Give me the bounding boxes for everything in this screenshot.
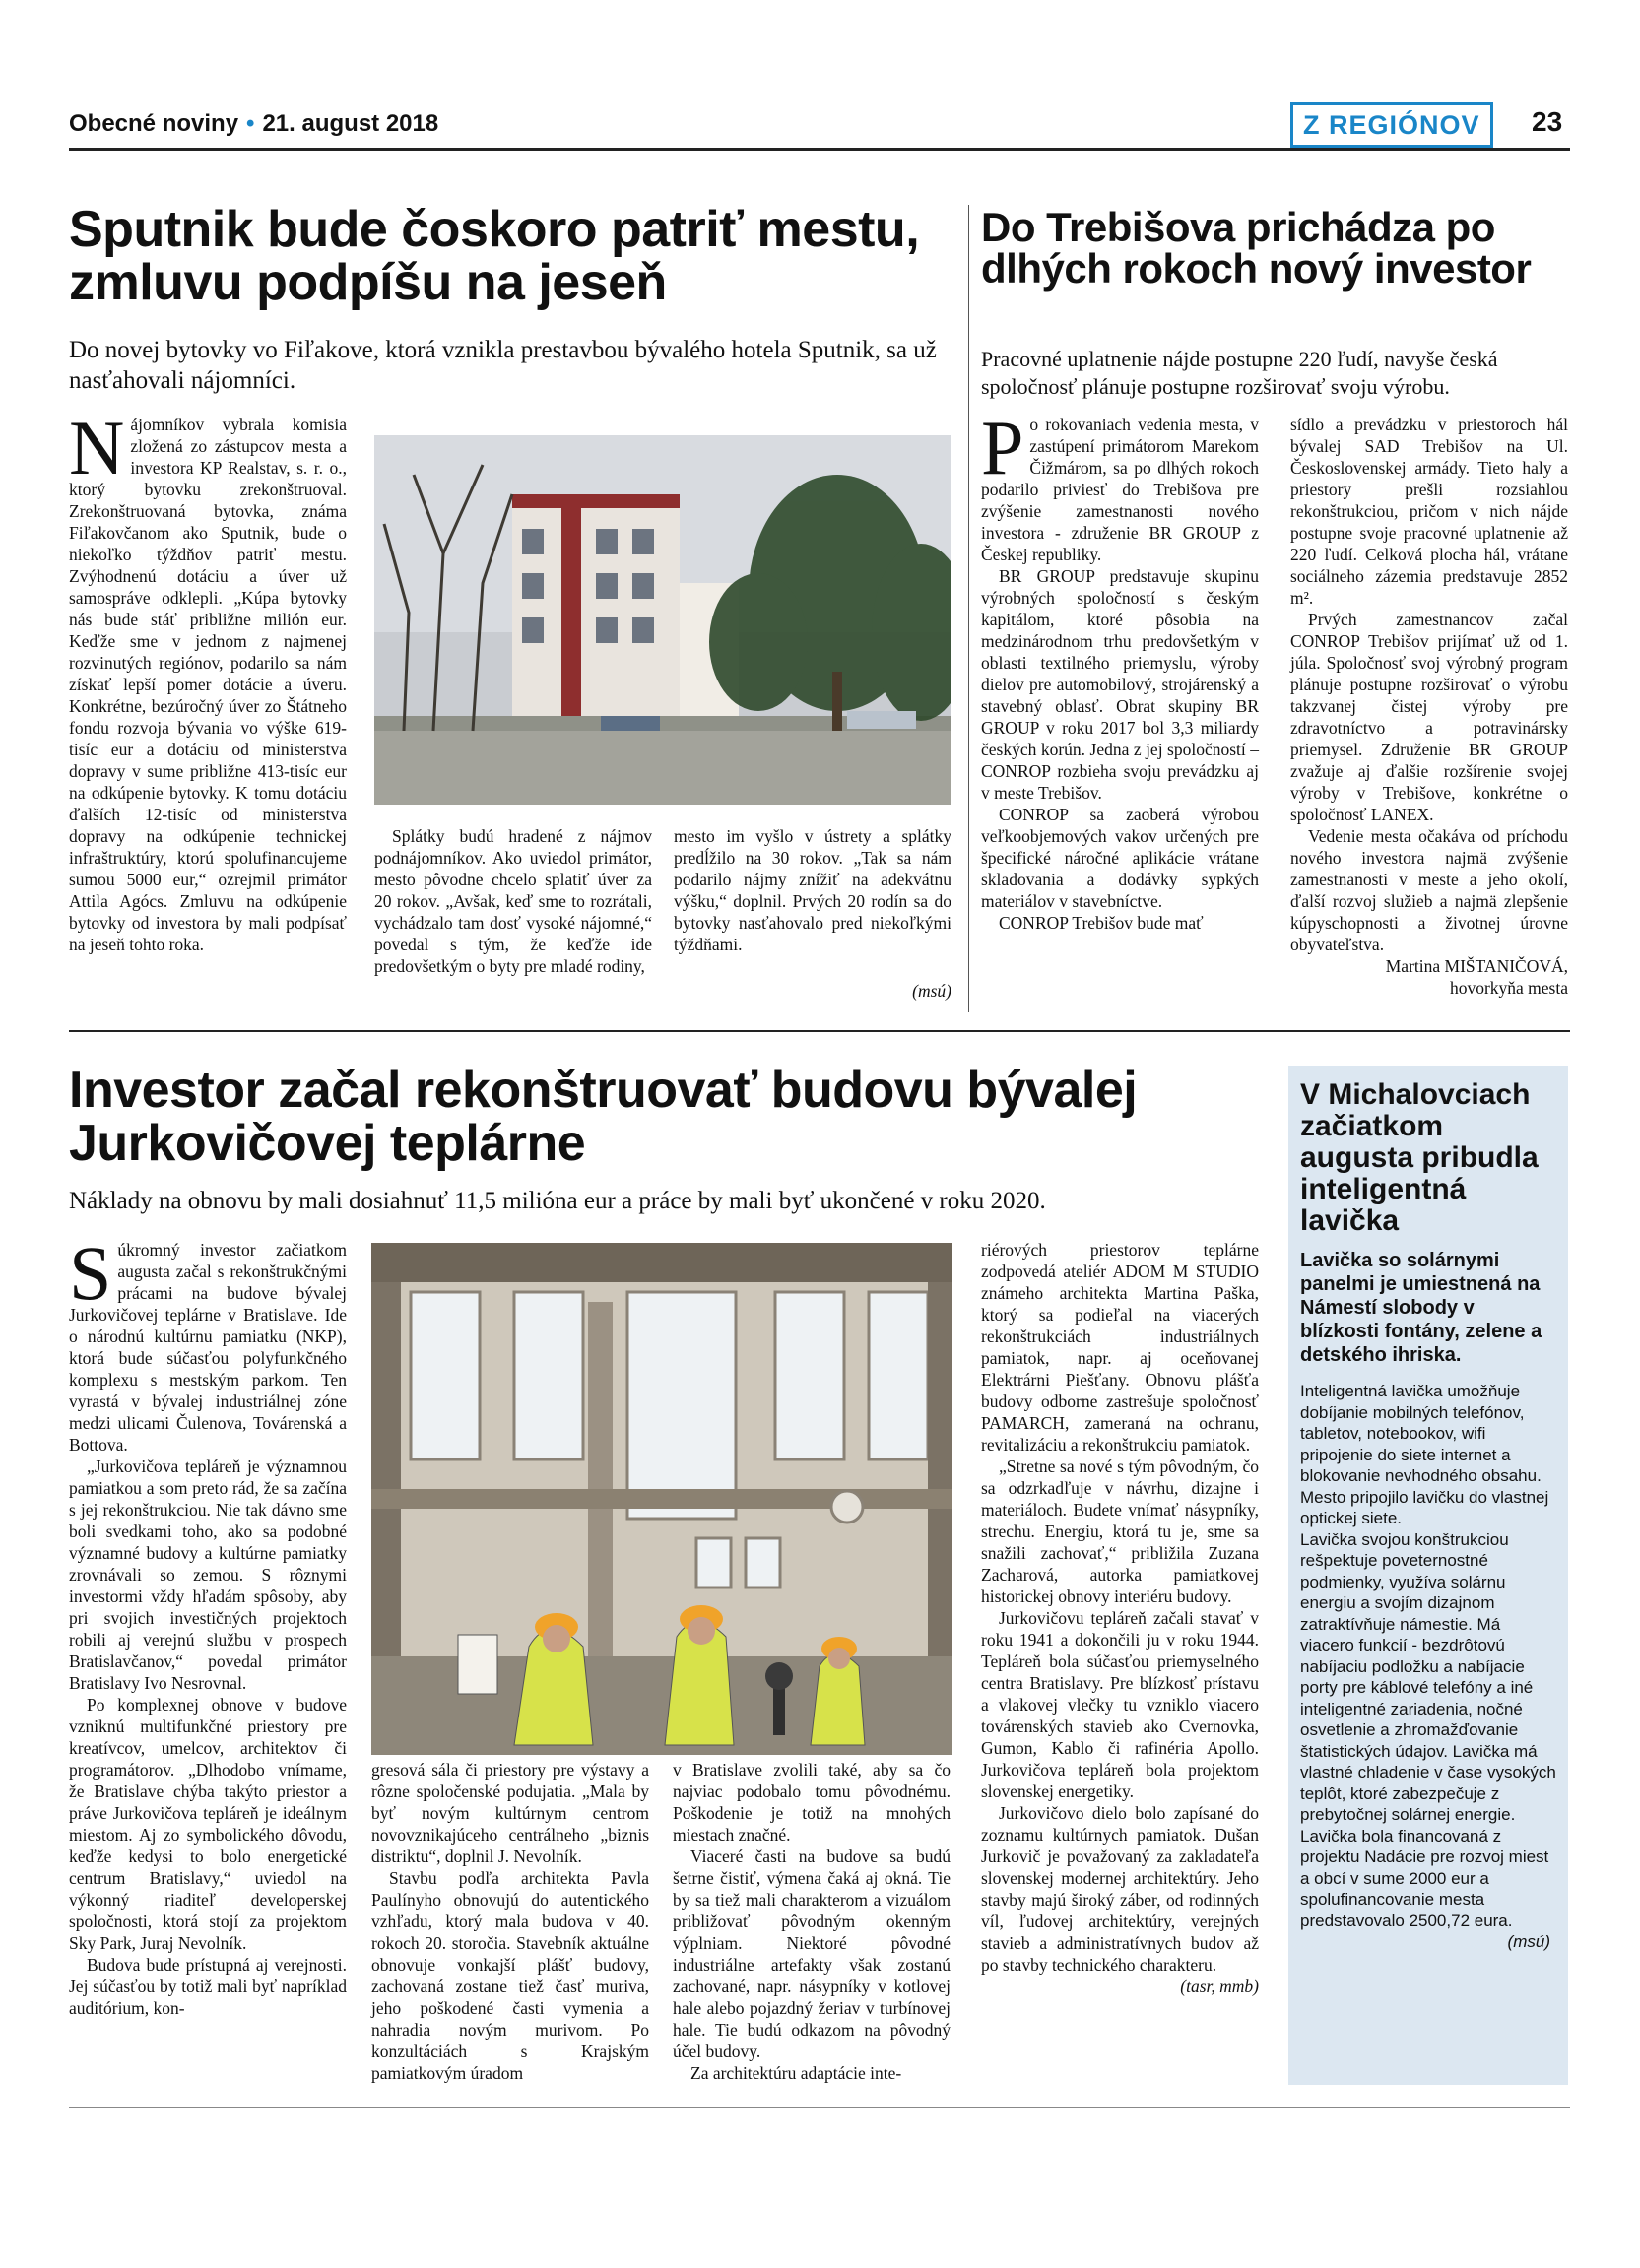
article3-dropcap: S	[69, 1230, 112, 1316]
article1-credit: (msú)	[912, 981, 951, 1001]
article2-lead: Pracovné uplatnenie nájde postupne 220 ľudí, navyše česká spoločnosť plánuje postupne rozširovať svoju výrobu.	[981, 347, 1498, 399]
sidebar-lead: Lavička so solárnymi panelmi je umiestnená na Námestí slobody v blízkosti fontány, zelene a detského ihriska.	[1300, 1250, 1542, 1366]
article1-photo-apartment-building	[374, 435, 951, 805]
article3-paragraph: Jurkovičovu tepláreň začali stavať v roku 1941 a dokončili ju v roku 1944. Tepláreň bola súčasťou priemyselného centra Bratislavy. Pre blízkosť prístavu a vlakovej vlečky tu vzniklo viacero továrenských stavieb ako Cvernovka, Gumon, Kablo či rafinéria Apollo. Jurkovičova tepláreň bola projektom slovenskej energetiky.	[981, 1608, 1259, 1801]
article3-paragraph: „Stretne sa nové s tým pôvodným, čo sa odzrkadľuje v návrhu, dizajne i materiáloch. Budete vnímať násypníky, strechu. Energiu, ktorá tu je, sme sa snažili zachovať,“ približila Zuzana Zacharová, autorka pamiatkovej historickej obnovy interiéru budovy.	[981, 1457, 1259, 1606]
issue-date: 21. august 2018	[262, 110, 439, 137]
article3-paragraph: Jurkovičovo dielo bolo zapísané do zoznamu kultúrnych pamiatok. Dušan Jurkovič je považovaný za zakladateľa slovenskej modernej architektúry. Jeho stavby majú široký záber, od rodinných víl, ľudovej architektúry, verejných stavieb a administratívnych budov až po stavby technického charakteru.	[981, 1803, 1259, 1975]
article2-signature-name: Martina MIŠTANIČOVÁ,	[1385, 956, 1568, 976]
page-number: 23	[1532, 106, 1563, 137]
article2-paragraph: sídlo a prevádzku v priestoroch hál bývalej SAD Trebišov na Ul. Československej armády. Tieto haly a priestory prešli rozsiahlou rekonštrukciou, pričom v nich nájde postupne svoje pracovné uplatnenie až 220 ľudí. Celková plocha hál, vrátane sociálneho zázemia predstavuje 2852 m².	[1290, 415, 1568, 608]
article2-dropcap: P	[981, 405, 1024, 490]
sidebar-body	[1288, 1367, 1568, 1953]
article1-column-3	[674, 825, 951, 955]
section-rule	[69, 1030, 1570, 1032]
bullet-separator: •	[246, 110, 255, 137]
sidebar-paragraph: Inteligentná lavička umožňuje dobíjanie mobilných telefónov, tabletov, notebookov, wifi pripojenie do siete internet a blokovanie nevhodného obsahu. Mesto pripojilo lavičku do vlastnej optickej siete.	[1300, 1382, 1549, 1527]
section-badge: Z REGIÓNOV	[1290, 102, 1493, 148]
article2-paragraph: o rokovaniach vedenia mesta, v zastúpení primátorom Marekom Čižmárom, sa po dlhých rokoch podarilo priviesť do Trebišova pre zvýšenie zamestnanosti nového investora - združenie BR GROUP z Českej republiky.	[981, 415, 1259, 564]
paper-name: Obecné noviny	[69, 110, 239, 137]
article2-paragraph: BR GROUP predstavuje skupinu výrobných spoločností s českým kapitálom, ktoré pôsobia na medzinárodnom trhu predovšetkým v oblasti textilného priemyslu, výroby dielov pre automobilový, strojárenský a stavebný oblasť. Obrat skupiny BR GROUP v roku 2017 bol 3,3 miliardy českých korún. Jedna z jej spoločností – CONROP rozbieha svoju prevádzku aj v meste Trebišov.	[981, 566, 1259, 803]
article3-paragraph: Stavbu podľa architekta Pavla Paulínyho obnovujú do autentického vzhľadu, ktorý mala budova v 40. rokoch 20. storočia. Stavebník aktuálne obnovuje vonkajší plášť budovy, zachovaná zostane tiež časť muriva, jeho poškodené časti vymenia a nahradia novým murivom. Po konzultáciách s Krajským pamiatkovým úradom	[371, 1868, 649, 2083]
article1-column-1	[69, 405, 347, 955]
article2-column-1	[981, 405, 1259, 934]
article3-column-2	[371, 1759, 649, 2084]
article3-lead: Náklady na obnovu by mali dosiahnuť 11,5 milióna eur a práce by mali byť ukončené v roku 2020.	[69, 1188, 1046, 1214]
sidebar-paragraph: Lavička bola financovaná z projektu Nadácie pre rozvoj miest a obcí v sume 2000 eur a spolufinancovanie mesta predstavovalo 2500,72 eura.	[1300, 1826, 1549, 1930]
article3-paragraph: „Jurkovičova tepláreň je významnou pamiatkou a som preto rád, že sa začína s jej rekonštrukciou. Nie tak dávno sme boli svedkami toho, ako sa podobné významné budovy a kultúrne pamiatky zrovnávali so zemou. S rôznymi investormi vždy hľadám spôsoby, aby pri svojich investičných projektoch robili aj verejnú službu v prospech Bratislavčanov,“ povedal primátor Bratislavy Ivo Nesrovnal.	[69, 1457, 347, 1693]
header-rule	[69, 148, 1570, 151]
article1-paragraph: mesto im vyšlo v ústrety a splátky predĺžilo na 30 rokov. „Tak sa nám podarilo nájmy znížiť na adekvátnu výšku,“ doplnil. Prvých 20 rodín sa do bytovky nasťahovalo pred niekoľkými týždňami.	[674, 826, 951, 954]
article3-column-4	[981, 1239, 1259, 1997]
footer-rule	[69, 2107, 1570, 2108]
article3-paragraph: v Bratislave zvolili také, aby sa čo najviac podobalo tomu pôvodnému. Poškodenie je totiž na mnohých miestach značné.	[673, 1760, 951, 1845]
column-divider	[968, 205, 969, 1012]
article3-paragraph: Za architektúru adaptácie inte-	[690, 2063, 902, 2083]
article1-title: Sputnik bude čoskoro patriť mestu, zmluvu podpíšu na jeseň	[69, 201, 920, 311]
article3-title: Investor začal rekonštruovať budovu bývalej Jurkovičovej teplárne	[69, 1062, 1138, 1172]
article3-paragraph: gresová sála či priestory pre výstavy a rôzne spoločenské podujatia. „Mala by byť novým kultúrnym centrom novovznikajúceho centrálneho „biznis distriktu“, doplnil J. Nevolník.	[371, 1760, 649, 1866]
article2-signature-role: hovorkyňa mesta	[1449, 978, 1568, 998]
article2-paragraph: Prvých zamestnancov začal CONROP Trebišov prijímať už od 1. júla. Spoločnosť svoj výrobný program plánuje postupne rozširovať o výrobu takzvanej čistej výroby pre zdravotníctvo a potravinársky priemysel. Združenie BR GROUP zvažuje aj ďalšie rozšírenie svojej výroby v Trebišove, konkrétne o spoločnosť LANEX.	[1290, 610, 1568, 824]
article3-column-3	[673, 1759, 951, 2084]
article1-paragraph: Splátky budú hradené z nájmov podnájomníkov. Ako uviedol primátor, mesto pôvodne chcelo splatiť úver za 20 rokov. „Avšak, keď sme to rozrátali, vychádzalo tam dosť vysoké nájomné,“ povedal s tým, že keďže ide predovšetkým o byty pre mladé rodiny,	[374, 826, 652, 976]
article1-paragraph: ájomníkov vybrala komisia zložená zo zástupcov mesta a investora KP Realstav, s. r. o., ktorý bytovku zrekonštruoval. Zrekonštruovaná bytovka, známa Fiľakovčanom ako Sputnik, bude o niekoľko týždňov patriť mestu. Zvýhodnenú dotáciu a úver už samospráve odklepli. „Kúpa bytovky nás bude stáť približne milión eur. Keďže sme v jednom z najmenej rozvinutých regiónov, podarilo sa nám získať lepší pomer dotácie a úveru. Konkrétne, bezúročný úver zo Štátneho fondu rozvoja bývania vo výške 619-tisíc eur a dotáciu od ministerstva dopravy v sume približne 413-tisíc eur na odkúpenie bytovky. K tomu dotáciu ďalších 12-tisíc od ministerstva dopravy na odkúpenie technickej infraštruktúry, ktorú spolufinancujeme sumou 5000 eur,“ ozrejmil primátor Attila Agócs. Zmluvu na odkúpenie bytovky od investora by mali podpísať na jeseň tohto roka.	[69, 415, 347, 954]
article2-column-2	[1290, 414, 1568, 999]
article2-paragraph: CONROP Trebišov bude mať	[999, 913, 1204, 933]
masthead	[69, 110, 438, 138]
heating-plant-interior-image	[371, 1243, 952, 1755]
article3-column-1	[69, 1230, 347, 2019]
article3-paragraph: úkromný investor začiatkom augusta začal s rekonštrukčnými prácami na budove bývalej Jurkovičovej teplárne v Bratislave. Ide o národnú kultúrnu pamiatku (NKP), ktorá bude súčasťou polyfunkčného komplexu s mestským parkom. Ten vyrastá v bývalej industriálnej zóne medzi ulicami Čulenova, Továrenská a Bottova.	[69, 1240, 347, 1455]
article3-paragraph: Budova bude prístupná aj verejnosti. Jej súčasťou by totiž mali byť napríklad auditórium, kon-	[69, 1955, 347, 2018]
article3-credit: (tasr, mmb)	[1180, 1976, 1259, 1996]
article1-column-2	[374, 825, 652, 977]
article3-paragraph: riérových priestorov teplárne zodpovedá ateliér ADOM M STUDIO známeho architekta Martina Paška, ktorý sa podieľal na viacerých rekonštrukciách industriálnych pamiatok, napr. aj oceňovanej Elektrárni Piešťany. Obnovu plášťa budovy odborne zastrešuje spoločnosť PAMARCH, zameraná na ochranu, revitalizáciu a rekonštrukciu pamiatok.	[981, 1240, 1259, 1455]
article1-lead: Do novej bytovky vo Fiľakove, ktorá vznikla prestavbou bývalého hotela Sputnik, sa už nasťahovali nájomníci.	[69, 337, 937, 394]
article3-photo-heating-plant-interior	[371, 1243, 952, 1755]
article3-paragraph: Po komplexnej obnove v budove vzniknú multifunkčné priestory pre kreatívcov, umelcov, architektov či programátorov. „Dlhodobo vnímame, že Bratislave chýba takýto priestor a práve Jurkovičova tepláreň je ideálnym miestom. Aj zo symbolického dôvodu, keďže kedysi to bolo energetické centrum Bratislavy,“ uviedol na výkonný riaditeľ developerskej spoločnosti, ktorá stojí za projektom Sky Park, Juraj Nevolník.	[69, 1695, 347, 1953]
article2-paragraph: Vedenie mesta očakáva od príchodu nového investora najmä zvýšenie zamestnanosti v meste a jeho okolí, ďalší rozvoj služieb a najmä zlepšenie kúpyschopnosti a životnej úrovne obyvateľstva.	[1290, 826, 1568, 954]
article3-paragraph: Viaceré časti na budove sa budú šetrne čistiť, výmena čaká aj okná. Tie by sa tiež mali charakterom a vizuálom približovať pôvodným okenným výplniam. Niektoré pôvodné industriálne artefakty však zostanú zachované, napr. násypníky v kotlovej hale alebo pojazdný žeriav v turbínovej hale. Tie budú odkazom na pôvodný účel budovy.	[673, 1847, 951, 2061]
article2-title: Do Trebišova prichádza po dlhých rokoch nový investor	[981, 204, 1532, 292]
apartment-building-image	[374, 435, 951, 805]
article2-paragraph: CONROP sa zaoberá výrobou veľkoobjemových vakov určených pre špecifické náročné aplikácie vrátane skladovania a dodávky sypkých materiálov v stavebníctve.	[981, 805, 1259, 911]
sidebar-paragraph: Lavička svojou konštrukciou rešpektuje poveternostné podmienky, využíva solárnu energiu a svojím dizajnom zatraktívňuje námestie. Má viacero funkcií - bezdrôtovú nabíjaciu podložku a nabíjacie porty pre káblové telefóny a iné inteligentné zariadenia, nočné osvetlenie a zhromažďovanie štatistických údajov. Lavička má vlastné chladenie v čase vysokých teplôt, ktoré zabezpečuje z prebytočnej solárnej energie.	[1300, 1529, 1556, 1824]
sidebar-box	[1288, 1066, 1568, 2085]
sidebar-title: V Michalovciach začiatkom augusta pribudla inteligentná lavička	[1300, 1078, 1539, 1237]
article1-dropcap: N	[69, 405, 125, 490]
sidebar-credit: (msú)	[1507, 1932, 1550, 1951]
